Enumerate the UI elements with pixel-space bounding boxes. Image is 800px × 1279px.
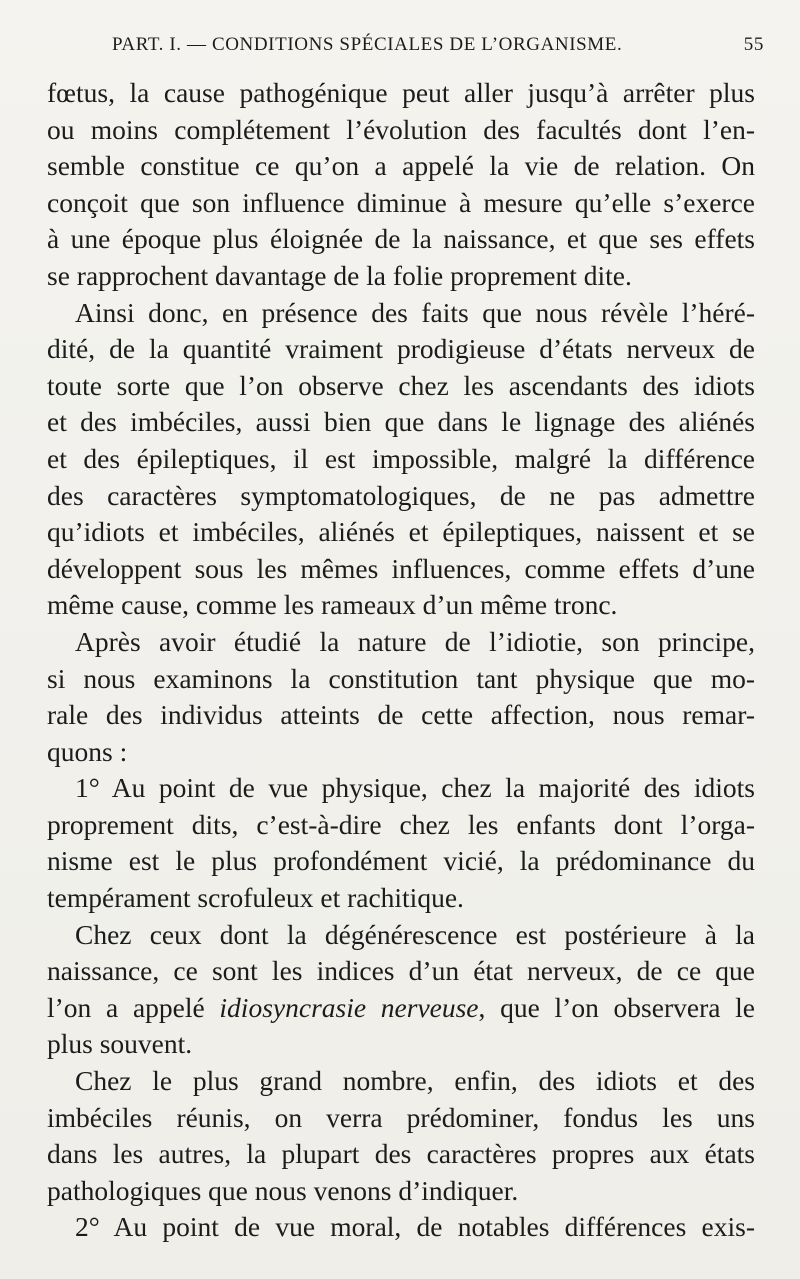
text-line: proprement dits, c’est-à-dire chez les enfants dont l’orga- [47, 808, 755, 840]
paragraph-start-line: 1° Au point de vue physique, chez la majorité des idiots [75, 772, 755, 804]
text-line: toute sorte que l’on observe chez les ascendants des idiots [47, 369, 755, 401]
text-line: à une époque plus éloignée de la naissance, et que ses effets [47, 223, 755, 255]
text-line: et des épileptiques, il est impossible, malgré la différence [47, 442, 755, 474]
paragraph-start-line: Après avoir étudié la nature de l’idiotie, son principe, [75, 625, 755, 657]
page-number: 55 [743, 34, 764, 55]
text-line: nisme est le plus profondément vicié, la prédominance du [47, 845, 755, 877]
body-text [47, 75, 755, 1246]
line-text-before: l’on a appelé [47, 991, 220, 1023]
paragraph-start-line: Chez ceux dont la dégénérescence est postérieure à la [75, 918, 755, 950]
text-line: semble constitue ce qu’on a appelé la vie de relation. On [47, 150, 755, 182]
text-line: dité, de la quantité vraiment prodigieuse d’états nerveux de [47, 333, 755, 365]
italic-term: idiosyncrasie nerveuse [219, 991, 479, 1023]
text-line: quons : [47, 735, 128, 767]
paragraph-start-line: Chez le plus grand nombre, enfin, des idiots et des [75, 1065, 755, 1097]
text-line: imbéciles réunis, on verra prédominer, fondus les uns [47, 1101, 755, 1133]
text-line: pathologiques que nous venons d’indiquer. [47, 1174, 519, 1206]
text-line: même cause, comme les rameaux d’un même tronc. [47, 589, 618, 621]
text-line: développent sous les mêmes influences, comme effets d’une [47, 552, 755, 584]
text-line: rale des individus atteints de cette affection, nous remar- [47, 699, 755, 731]
text-line: se rapprochent davantage de la folie proprement dite. [47, 259, 632, 291]
text-line: naissance, ce sont les indices d’un état nerveux, de ce que [47, 955, 755, 987]
text-line: qu’idiots et imbéciles, aliénés et épileptiques, naissent et se [47, 516, 755, 548]
text-line-with-italic [47, 990, 755, 1027]
line-text-after: , que l’on observera le [478, 991, 755, 1023]
running-title: PART. I. — CONDITIONS SPÉCIALES DE L’ORGANISME. [112, 34, 623, 55]
text-line: ou moins complétement l’évolution des facultés dont l’en- [47, 113, 755, 145]
text-line: et des imbéciles, aussi bien que dans le lignage des aliénés [47, 406, 755, 438]
text-line: fœtus, la cause pathogénique peut aller jusqu’à arrêter plus [47, 77, 755, 108]
paragraph-start-line: Ainsi donc, en présence des faits que nous révèle l’héré- [75, 296, 755, 328]
text-line: conçoit que son influence diminue à mesure qu’elle s’exerce [47, 186, 755, 218]
text-line: plus souvent. [47, 1028, 193, 1060]
text-line: des caractères symptomatologiques, de ne pas admettre [47, 479, 755, 511]
text-line: si nous examinons la constitution tant physique que mo- [47, 662, 755, 694]
text-line: dans les autres, la plupart des caractères propres aux états [47, 1138, 755, 1170]
running-header [112, 34, 764, 62]
text-line: tempérament scrofuleux et rachitique. [47, 882, 464, 914]
paragraph-start-line: 2° Au point de vue moral, de notables différences exis- [75, 1211, 755, 1243]
